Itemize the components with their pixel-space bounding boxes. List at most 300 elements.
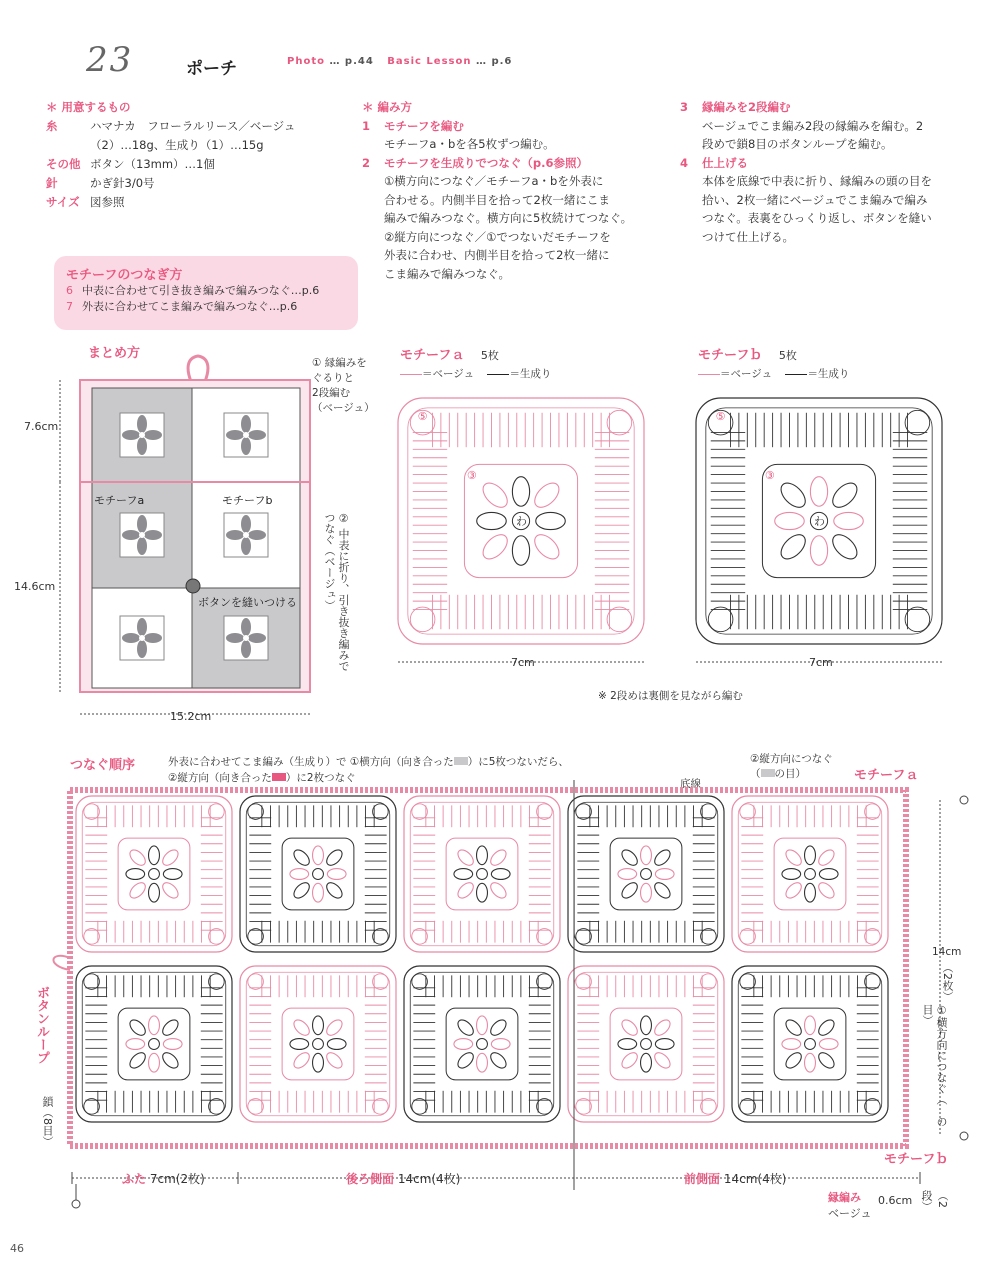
bottom-line-label: 底線 [680, 778, 701, 790]
lesson-label: Basic Lesson [387, 56, 472, 67]
corner-loop [412, 974, 428, 990]
ring-label: わ [814, 515, 825, 528]
gray-swatch [454, 757, 468, 765]
text-part: 外表に合わせてこま編み（生成り）で ①横方向（向き合った [168, 756, 454, 768]
leaf-stitch [783, 1017, 804, 1038]
materials-text: かぎ針3/0号 [90, 176, 155, 190]
flower-petal-icon [241, 537, 251, 555]
corner-loop [905, 410, 930, 435]
leaf-stitch [160, 1017, 181, 1038]
joining-method-num: 7 [66, 300, 73, 313]
joining-order-line-1 [168, 754, 628, 770]
materials-row [46, 117, 346, 136]
corner-loop [209, 804, 225, 820]
round-5-label: ⑤ [715, 410, 726, 424]
corner-loop [373, 1099, 389, 1115]
leaf-stitch [454, 1039, 473, 1050]
leaf-stitch [455, 1050, 476, 1071]
corner-loop [412, 929, 428, 945]
step-text: 外表に合わせ、内側半目を拾って2枚一緒に [384, 248, 610, 262]
corner-loop [607, 607, 632, 632]
flower-petal-icon [241, 618, 251, 636]
joined-height-count: （2枚） [941, 962, 954, 1002]
leaf-stitch [652, 1017, 673, 1038]
chain-label: 鎖（8目） [41, 1096, 54, 1147]
flap-dimension [122, 1170, 205, 1187]
materials-text: ボタン（13mm）…1個 [90, 157, 215, 171]
edging-size: 0.6cm [878, 1194, 913, 1207]
corner-loop [905, 607, 930, 632]
joining-method-row [66, 283, 346, 299]
round-2-note: ※ 2段めは裏側を見ながら編む [598, 690, 743, 702]
flower-petal-icon [144, 530, 162, 540]
leaf-stitch [782, 1039, 801, 1050]
flower-petal-icon [248, 633, 266, 643]
materials-section [46, 98, 346, 212]
joining-method-row [66, 299, 346, 315]
text-part: ）に5枚つないだら、 [467, 756, 569, 768]
corner-loop [607, 410, 632, 435]
leaf-stitch [479, 479, 512, 512]
leaf-stitch [455, 880, 476, 901]
leaf-stitch [619, 1017, 640, 1038]
round-5-label: ⑤ [417, 410, 428, 424]
flower-petal-icon [137, 437, 147, 455]
edging-label: 縁編み [828, 1191, 861, 1204]
step-text: ①横方向につなぐ／モチーフa・bを外表に [384, 174, 604, 188]
leaf-stitch [324, 1017, 345, 1038]
leaf-stitch [163, 1039, 182, 1050]
corner-loop [248, 929, 264, 945]
leaf-stitch [327, 1039, 346, 1050]
leaf-stitch [816, 880, 837, 901]
height-body-label: 14.6cm [14, 580, 56, 593]
flower-petal-icon [137, 537, 147, 555]
lesson-page: … p.6 [475, 56, 513, 67]
leaf-stitch [816, 847, 837, 868]
corner-loop [576, 929, 592, 945]
leaf-stitch [149, 1053, 160, 1072]
leaf-stitch [652, 1050, 673, 1071]
motif-a-legend [400, 366, 551, 381]
motif-size-label: 7cm [511, 656, 535, 669]
leaf-stitch [127, 880, 148, 901]
corner-loop [740, 974, 756, 990]
back-label: 後ろ側面 [346, 1172, 395, 1186]
leaf-stitch [477, 1016, 488, 1035]
leaf-stitch [477, 512, 507, 529]
materials-row [46, 193, 346, 212]
instructions-section-2 [680, 98, 980, 246]
materials-label: 糸 [46, 119, 58, 133]
flower-petal-icon [241, 515, 251, 533]
center-ring [805, 869, 816, 880]
leaf-stitch [160, 847, 181, 868]
motif-chart-group [404, 966, 560, 1122]
center-ring [313, 869, 324, 880]
flower-petal-icon [248, 530, 266, 540]
leaf-stitch [291, 880, 312, 901]
right-marker [960, 1132, 968, 1140]
leaf-stitch [819, 869, 838, 880]
step-1 [362, 117, 662, 154]
leaf-stitch [810, 477, 827, 507]
leaf-stitch [655, 1039, 674, 1050]
ring-label: わ [516, 515, 527, 528]
leaf-stitch [488, 847, 509, 868]
motif-a-title: モチーフａ [400, 348, 465, 363]
corner-loop [412, 1099, 428, 1115]
step-text: モチーフa・bを各5枚ずつ編む。 [384, 137, 555, 151]
flower-petal-icon [226, 633, 244, 643]
leaf-stitch [291, 1050, 312, 1071]
pattern-number: 23 [86, 40, 134, 80]
flower-petal-icon [241, 437, 251, 455]
corner-loop [537, 1099, 553, 1115]
assembly-note-2: ② 中表に折り、引き抜き編みでつなぐ（ベージュ） [323, 512, 350, 672]
pattern-title: ポーチ [186, 59, 237, 79]
step-text: ②縦方向につなぐ／①でつないだモチーフを [384, 229, 611, 244]
back-dimension [346, 1170, 460, 1187]
leaf-stitch [454, 869, 473, 880]
step-text: つなぐ。表裏をひっくり返し、ボタンを縫い [702, 211, 932, 225]
start-marker [72, 1200, 80, 1208]
flower-petal-icon [122, 530, 140, 540]
legend-beige: ＝ベージュ [422, 368, 475, 380]
leaf-stitch [313, 883, 324, 902]
motif-chart-group [76, 796, 232, 952]
joining-method-text: 中表に合わせて引き抜き編みで編みつなぐ…p.6 [82, 284, 320, 297]
back-value: 14cm(4枚) [397, 1172, 461, 1186]
page-number: 46 [10, 1242, 24, 1255]
leaf-stitch [641, 883, 652, 902]
corner-loop [740, 929, 756, 945]
motif-b-heading [698, 344, 797, 363]
leaf-stitch [313, 846, 324, 865]
joining-method-box [54, 256, 358, 330]
motif-chart-group [398, 398, 644, 644]
leaf-stitch [512, 477, 529, 507]
flower-petal-icon [248, 430, 266, 440]
right-marker [960, 796, 968, 804]
leaf-stitch [160, 1050, 181, 1071]
step-text: ベージュでこま編み2段の縁編みを編む。2 [702, 118, 924, 133]
step-text: こま編みで編みつなぐ。 [384, 266, 511, 281]
center-ring [477, 869, 488, 880]
leaf-stitch [291, 1017, 312, 1038]
leaf-stitch [290, 869, 309, 880]
flower-petal-icon [226, 430, 244, 440]
leaf-stitch [619, 880, 640, 901]
edging-border [70, 790, 906, 1146]
instructions-heading: ＊ 編み方 [362, 100, 413, 114]
leaf-stitch [775, 512, 805, 529]
front-value: 14cm(4枚) [723, 1172, 787, 1186]
center-ring [641, 1039, 652, 1050]
joining-motif-b-label: モチーフｂ [884, 1152, 949, 1167]
corner-loop [248, 974, 264, 990]
round-3-label: ③ [764, 469, 775, 483]
leaf-stitch [163, 869, 182, 880]
step-title: 縁編みを2段編む [702, 100, 791, 114]
flower-petal-icon [241, 415, 251, 433]
leaf-stitch [816, 1050, 837, 1071]
step-text: 段めで鎖8目のボタンループを編む。 [702, 137, 893, 151]
corner-loop [701, 929, 717, 945]
center-ring [149, 1039, 160, 1050]
leaf-stitch [805, 846, 816, 865]
motif-chart-group [568, 966, 724, 1122]
leaf-stitch [619, 1050, 640, 1071]
edging-rows: （2段） [920, 1190, 949, 1212]
corner-loop [373, 804, 389, 820]
motif-size-label: 7cm [809, 656, 833, 669]
text-part: ）に2枚つなぐ [285, 772, 356, 784]
leaf-stitch [160, 880, 181, 901]
flower-petal-icon [137, 515, 147, 533]
flap-label: ふた [122, 1172, 147, 1186]
leaf-stitch [455, 847, 476, 868]
leaf-stitch [149, 846, 160, 865]
leaf-stitch [290, 1039, 309, 1050]
horizontal-join-note: ①横方向につなぐ（ の目） [921, 1004, 948, 1127]
motif-chart-group [76, 966, 232, 1122]
flower-petal-icon [241, 640, 251, 658]
corner-loop [410, 607, 435, 632]
leaf-stitch [127, 1050, 148, 1071]
leaf-stitch [313, 1053, 324, 1072]
leaf-stitch [652, 880, 673, 901]
step-2 [362, 154, 662, 284]
flower-petal-icon [122, 633, 140, 643]
corner-loop [537, 804, 553, 820]
legend-cream: ＝生成り [807, 368, 850, 380]
leaf-stitch [127, 847, 148, 868]
note-line: ① 縁編みを [312, 357, 367, 369]
motif-chart-group [732, 796, 888, 952]
leaf-stitch [324, 847, 345, 868]
motif-a-count: 5枚 [480, 349, 499, 362]
assembly-label-b: モチーフb [222, 494, 273, 507]
joining-order-heading: つなぐ順序 [70, 758, 136, 773]
corner-loop [537, 929, 553, 945]
flower-petal-icon [144, 430, 162, 440]
leaf-stitch [834, 512, 864, 529]
materials-label: サイズ [46, 195, 80, 209]
leaf-stitch [828, 479, 861, 512]
joining-order-diagram [40, 780, 980, 1200]
leaf-stitch [819, 1039, 838, 1050]
corner-loop [412, 804, 428, 820]
leaf-stitch [324, 1050, 345, 1071]
leaf-stitch [805, 883, 816, 902]
corner-loop [209, 929, 225, 945]
center-ring [641, 869, 652, 880]
step-text: 本体を底線で中表に折り、縁編みの頭の目を [702, 174, 932, 188]
step-title: モチーフを編む [384, 118, 464, 133]
motif-chart-group [696, 398, 942, 644]
leaf-stitch [536, 512, 566, 529]
edging-color: ベージュ [828, 1207, 872, 1220]
leaf-stitch [810, 536, 827, 566]
joining-motif-a-label: モチーフａ [854, 768, 919, 783]
leaf-stitch [455, 1017, 476, 1038]
materials-row [46, 174, 346, 193]
flower-petal-icon [137, 618, 147, 636]
leaf-stitch [783, 1050, 804, 1071]
flower-petal-icon [144, 633, 162, 643]
leaf-stitch [324, 880, 345, 901]
leaf-stitch [491, 869, 510, 880]
leaf-stitch [655, 869, 674, 880]
leaf-stitch [291, 847, 312, 868]
leaf-stitch [777, 530, 810, 563]
leaf-stitch [512, 536, 529, 566]
leaf-stitch [641, 846, 652, 865]
joining-method-title: モチーフのつなぎ方 [66, 268, 183, 283]
center-ring [477, 1039, 488, 1050]
corner-loop [708, 607, 733, 632]
leaf-stitch [618, 1039, 637, 1050]
motif-chart-group [404, 796, 560, 952]
materials-label: その他 [46, 157, 81, 171]
leaf-stitch [782, 869, 801, 880]
leaf-stitch [618, 869, 637, 880]
legend-beige: ＝ベージュ [720, 368, 773, 380]
leaf-stitch [491, 1039, 510, 1050]
flower-petal-icon [137, 415, 147, 433]
corner-loop [248, 1099, 264, 1115]
round-3-label: ③ [466, 469, 477, 483]
flap-value: 7cm(2枚) [149, 1172, 205, 1186]
leaf-stitch [619, 847, 640, 868]
leaf-stitch [530, 479, 563, 512]
leaf-stitch [805, 1053, 816, 1072]
width-label: 15.2cm [170, 710, 212, 723]
leaf-stitch [327, 869, 346, 880]
materials-text: 図参照 [90, 195, 125, 209]
leaf-stitch [828, 530, 861, 563]
center-ring [805, 1039, 816, 1050]
corner-loop [865, 929, 881, 945]
corner-loop [740, 804, 756, 820]
corner-loop [373, 929, 389, 945]
note-line: （ベージュ） [312, 402, 375, 414]
leaf-stitch [313, 1016, 324, 1035]
motif-a-chart [388, 388, 648, 688]
step-text: つけて仕上げる。 [702, 229, 794, 244]
leaf-stitch [127, 1017, 148, 1038]
leaf-stitch [783, 847, 804, 868]
leaf-stitch [777, 479, 810, 512]
leaf-stitch [641, 1053, 652, 1072]
materials-row: （2）…18g、生成り（1）…15g [90, 138, 264, 152]
photo-label: Photo [287, 56, 325, 67]
corner-loop [84, 929, 100, 945]
materials-text: ハマナカ フローラルリース／ベージュ [90, 119, 296, 133]
button-label: ボタンを縫いつける [198, 596, 297, 609]
flower-petal-icon [226, 530, 244, 540]
flower-center-icon [243, 635, 249, 641]
leaf-stitch [126, 869, 145, 880]
step-4 [680, 154, 980, 247]
motif-chart-group [732, 966, 888, 1122]
note-line: ぐるりと [312, 372, 354, 384]
flower-center-icon [139, 432, 145, 438]
assembly-note-1 [312, 356, 375, 416]
note-line: の目） [774, 768, 806, 780]
motif-b-legend [698, 366, 849, 381]
button-marker [186, 579, 200, 593]
photo-page: … p.44 [329, 56, 374, 67]
leaf-stitch [477, 846, 488, 865]
legend-cream: ＝生成り [509, 368, 552, 380]
photo-reference [287, 56, 512, 67]
leaf-stitch [488, 880, 509, 901]
center-ring [313, 1039, 324, 1050]
note-line: 2段編む [312, 387, 351, 399]
leaf-stitch [816, 1017, 837, 1038]
front-label: 前側面 [684, 1172, 721, 1186]
leaf-stitch [488, 1017, 509, 1038]
step-number: 3 [680, 100, 689, 114]
step-text: 拾い、2枚一緒にベージュでこま編みで編み [702, 192, 928, 207]
step-number: 4 [680, 155, 689, 170]
motif-chart-group [240, 796, 396, 952]
step-title: 仕上げる [702, 155, 748, 170]
corner-loop [576, 974, 592, 990]
flower-center-icon [139, 635, 145, 641]
flower-center-icon [139, 532, 145, 538]
corner-loop [701, 1099, 717, 1115]
leaf-stitch [641, 1016, 652, 1035]
motif-b-title: モチーフｂ [698, 348, 763, 363]
leaf-stitch [477, 1053, 488, 1072]
instructions-section [362, 98, 662, 283]
flower-petal-icon [122, 430, 140, 440]
text-part: ②縦方向（向き合った [168, 772, 272, 784]
leaf-stitch [488, 1050, 509, 1071]
assembly-heading: まとめ方 [88, 346, 141, 361]
flower-center-icon [243, 432, 249, 438]
leaf-stitch [149, 1016, 160, 1035]
height-top-label: 7.6cm [24, 420, 59, 433]
leaf-stitch [530, 530, 563, 563]
corner-loop [701, 974, 717, 990]
motif-a-heading [400, 344, 499, 363]
corner-loop [537, 974, 553, 990]
corner-loop [865, 804, 881, 820]
step-text: 合わせる。内側半目を拾って2枚一緒にこま [384, 192, 610, 207]
flower-center-icon [243, 532, 249, 538]
flower-petal-icon [137, 640, 147, 658]
gray-swatch [761, 769, 775, 777]
materials-label: 針 [46, 176, 58, 190]
step-number: 1 [362, 118, 371, 133]
corner-loop [865, 1099, 881, 1115]
corner-loop [576, 1099, 592, 1115]
note-line: ②縦方向につなぐ [750, 753, 833, 765]
materials-heading: ＊ 用意するもの [46, 100, 131, 114]
corner-loop [373, 974, 389, 990]
corner-loop [701, 804, 717, 820]
front-dimension [684, 1170, 786, 1187]
leaf-stitch [477, 883, 488, 902]
leaf-stitch [805, 1016, 816, 1035]
joining-method-num: 6 [66, 284, 73, 297]
vertical-join-note [750, 752, 833, 782]
leaf-stitch [126, 1039, 145, 1050]
